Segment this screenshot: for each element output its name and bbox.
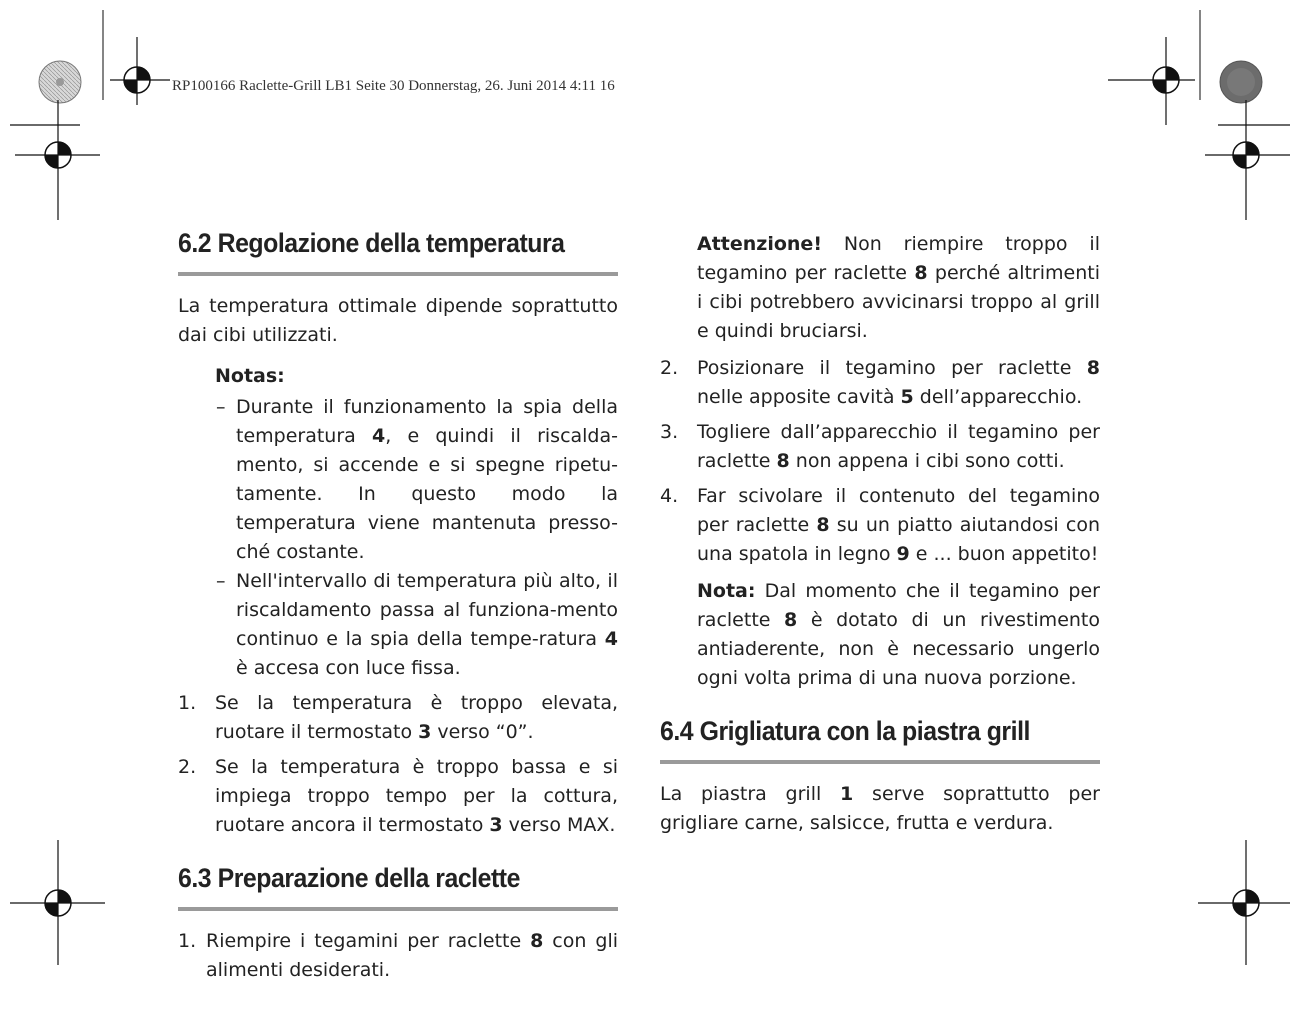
- section-6-3-title: 6.3 Preparazione della raclette: [178, 863, 520, 893]
- left-column: [178, 225, 618, 991]
- registration-mark-top-left-icon: [110, 37, 170, 105]
- temperature-steps: [178, 689, 618, 840]
- section-6-2-intro: La temperatura ottimale dipende soprattutto dai cibi utilizzati.: [178, 295, 618, 346]
- right-column: [660, 230, 1100, 838]
- registration-mark-right-upper-icon: [1205, 100, 1290, 220]
- section-rule: [660, 760, 1100, 764]
- note-item: – Nell'intervallo di temperatura più alto, il riscaldamento passa al funziona-mento continuo e la spia della tempe-ratura 4 è accesa con luce fissa.: [236, 567, 618, 683]
- step-item: 2. Posizionare il tegamino per raclette 8 nelle apposite cavità 5 dell’apparecchio.: [660, 357, 1100, 408]
- section-rule: [178, 907, 618, 911]
- section-6-4-text: La piastra grill 1 serve soprattutto per grigliare carne, salsicce, frutta e verdura.: [660, 783, 1100, 834]
- step-item: 3. Togliere dall’apparecchio il tegamino per raclette 8 non appena i cibi sono cotti.: [660, 421, 1100, 472]
- raclette-steps: [178, 927, 618, 985]
- section-6-4-title: 6.4 Grigliatura con la piastra grill: [660, 716, 1030, 746]
- section-rule: [178, 272, 618, 276]
- registration-mark-top-right-icon: [1108, 37, 1195, 125]
- registration-mark-right-lower-icon: [1198, 840, 1290, 965]
- step-item: 1. Se la temperatura è troppo elevata, ruotare il termostato 3 verso “0”.: [178, 692, 618, 743]
- notes-list: [178, 393, 618, 683]
- color-wheel-left-icon: [39, 61, 81, 103]
- registration-mark-left-upper-icon: [10, 100, 100, 220]
- raclette-steps-continued: [660, 354, 1100, 569]
- registration-mark-left-lower-icon: [10, 840, 105, 965]
- nota-paragraph: Nota: Dal momento che il tegamino per raclette 8 è dotato di un rivestimento antiaderente, non è necessario ungerlo ogni volta prima di una nuova porzione.: [697, 580, 1100, 689]
- step-item: 1. Riempire i tegamini per raclette 8 con gli alimenti desiderati.: [178, 930, 618, 981]
- note-item: – Durante il funzionamento la spia della temperatura 4, e quindi il riscalda-mento, si accende e si spegne ripetu-tamente. In questo modo la temperatura viene mantenuta presso-ché costante.: [236, 393, 618, 567]
- gray-disk-right-icon: [1220, 61, 1262, 103]
- notes-heading: Notas:: [215, 365, 285, 387]
- step-item: 4. Far scivolare il contenuto del tegamino per raclette 8 su un piatto aiutandosi con una spatola in legno 9 e ... buon appetito!: [660, 485, 1100, 565]
- section-6-2-title: 6.2 Regolazione della temperatura: [178, 228, 565, 258]
- warning-paragraph: Attenzione! Non riempire troppo il tegamino per raclette 8 perché altrimenti i cibi potrebbero avvicinarsi troppo al grill e quindi bruciarsi.: [697, 233, 1100, 342]
- print-header: RP100166 Raclette-Grill LB1 Seite 30 Donnerstag, 26. Juni 2014 4:11 16: [172, 78, 615, 94]
- step-item: 2. Se la temperatura è troppo bassa e si impiega troppo tempo per la cottura, ruotare ancora il termostato 3 verso MAX.: [178, 756, 618, 836]
